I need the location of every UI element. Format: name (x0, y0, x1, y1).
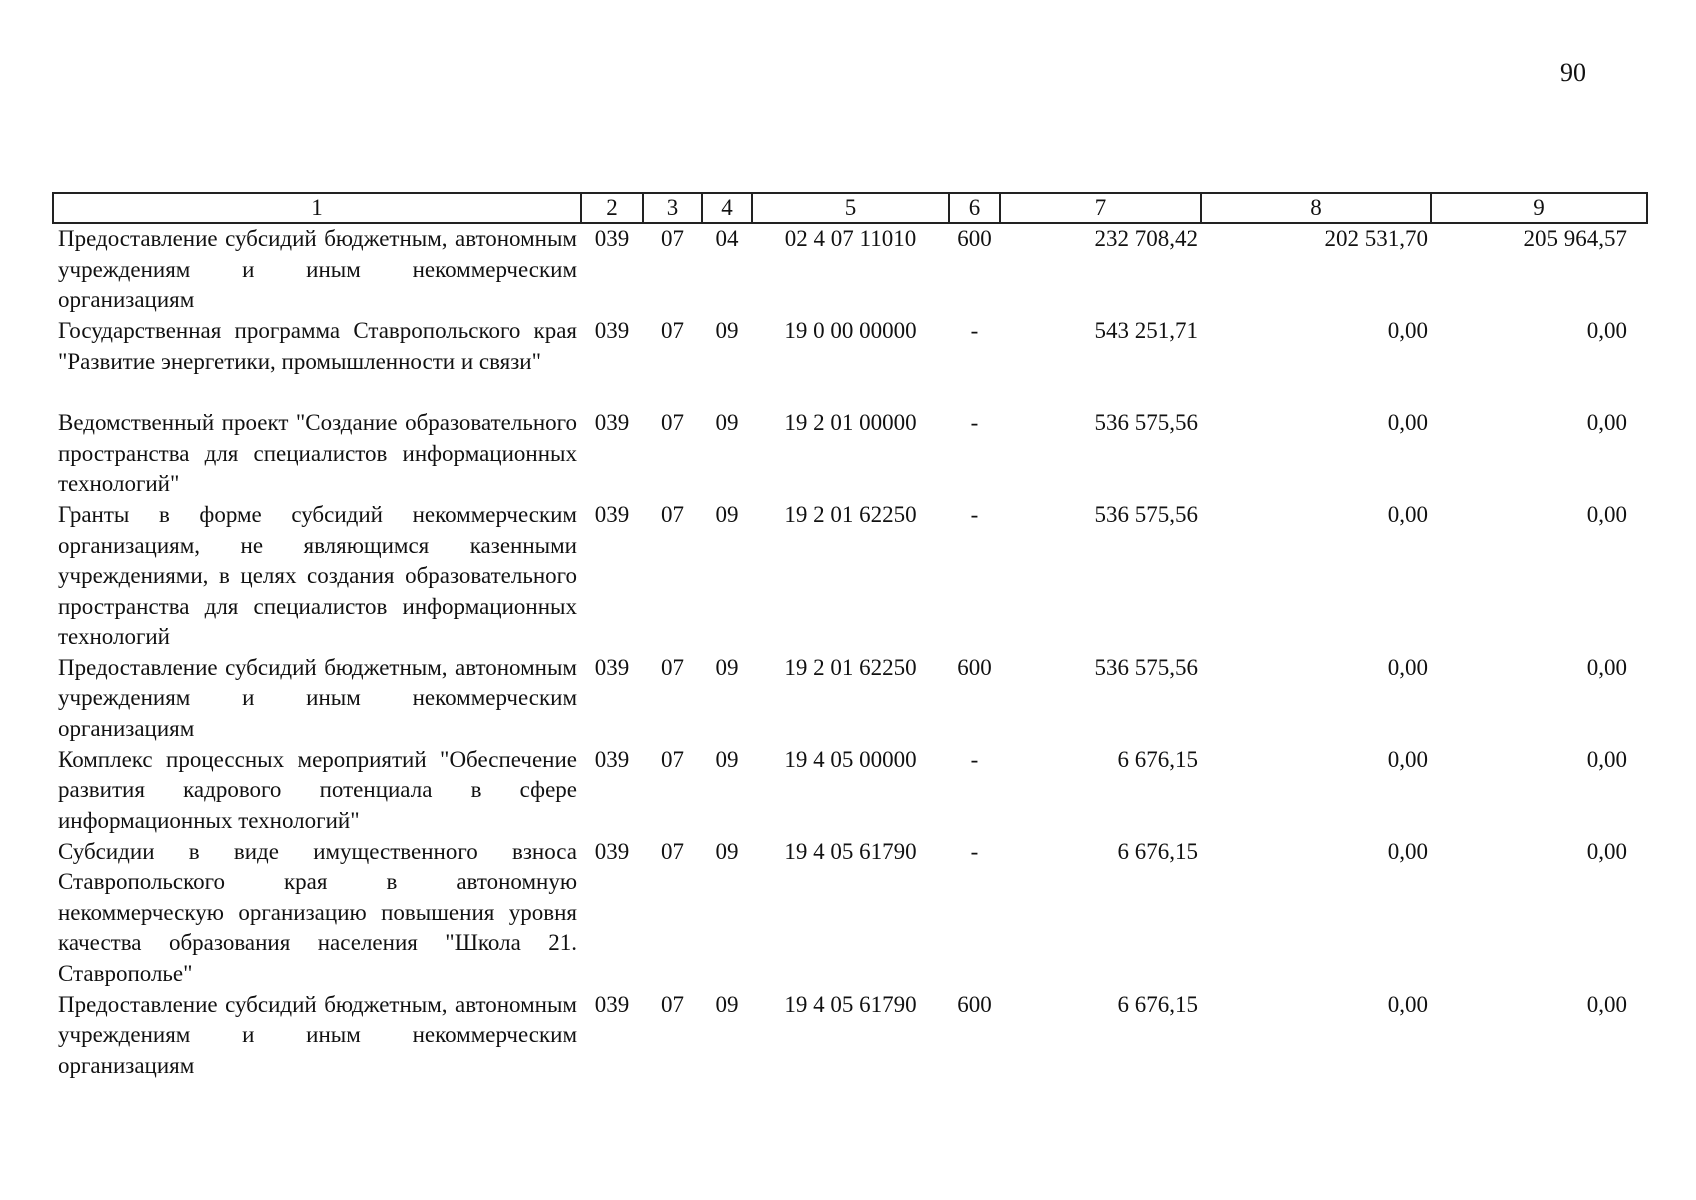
row-name: Государственная программа Ставропольского края "Развитие энергетики, промышленности и связи" (58, 318, 577, 374)
row-subsection: 09 (715, 502, 739, 527)
row-section: 07 (661, 410, 684, 435)
row-grbs: 039 (594, 838, 630, 864)
row-sum-1: 536 575,56 (1094, 410, 1198, 435)
row-target-article: 19 4 05 00000 (784, 746, 917, 772)
column-header-1: 1 (53, 193, 581, 223)
row-sum-3: 0,00 (1586, 318, 1627, 343)
row-sum-2: 0,00 (1387, 838, 1428, 864)
row-name: Комплекс процессных мероприятий "Обеспечение развития кадрового потенциала в сфере информационных технологий" (58, 746, 577, 833)
column-header-2: 2 (581, 193, 643, 223)
column-header-8: 8 (1201, 193, 1431, 223)
column-header-6: 6 (949, 193, 1000, 223)
row-section: 07 (661, 318, 684, 343)
row-sum-2: 202 531,70 (1324, 226, 1428, 251)
column-header-7: 7 (1000, 193, 1201, 223)
column-header-3: 3 (643, 193, 702, 223)
row-section: 07 (661, 746, 684, 772)
row-target-article: 19 2 01 62250 (784, 502, 917, 527)
row-grbs: 039 (594, 654, 630, 680)
row-grbs: 039 (594, 410, 630, 435)
row-expense-type: 600 (957, 654, 992, 680)
row-sum-2: 0,00 (1387, 746, 1428, 772)
row-expense-type: - (970, 502, 979, 527)
row-section: 07 (661, 654, 684, 680)
row-subsection: 09 (715, 318, 739, 343)
row-sum-3: 205 964,57 (1523, 226, 1627, 251)
row-sum-1: 6 676,15 (1117, 838, 1198, 864)
table-header-row (53, 193, 1647, 223)
row-sum-2: 0,00 (1387, 318, 1428, 343)
row-target-article: 19 0 00 00000 (784, 318, 917, 343)
row-sum-3: 0,00 (1586, 991, 1627, 1017)
row-sum-2: 0,00 (1387, 502, 1428, 527)
page-number: 90 (1560, 58, 1586, 87)
row-sum-3: 0,00 (1586, 838, 1627, 864)
row-expense-type: 600 (957, 226, 992, 251)
row-section: 07 (661, 838, 684, 864)
row-subsection: 09 (715, 410, 739, 435)
row-name: Предоставление субсидий бюджетным, автономным учреждениям и иным некоммерческим организациям (58, 654, 577, 741)
row-sum-3: 0,00 (1586, 654, 1627, 680)
table-row (53, 316, 1647, 408)
row-subsection: 09 (715, 746, 739, 772)
table-row (53, 408, 1647, 500)
row-subsection: 09 (715, 654, 739, 680)
row-sum-2: 0,00 (1387, 991, 1428, 1017)
row-section: 07 (661, 226, 684, 251)
table-row (53, 500, 1647, 653)
row-sum-1: 6 676,15 (1117, 746, 1198, 772)
row-sum-3: 0,00 (1586, 410, 1627, 435)
row-sum-1: 232 708,42 (1094, 226, 1198, 251)
row-sum-3: 0,00 (1586, 502, 1627, 527)
table-row (53, 837, 1647, 990)
row-expense-type: 600 (957, 991, 992, 1017)
row-sum-1: 6 676,15 (1117, 991, 1198, 1017)
row-subsection: 09 (715, 991, 739, 1017)
row-subsection: 04 (715, 226, 739, 251)
row-target-article: 19 2 01 62250 (784, 654, 917, 680)
row-target-article: 19 4 05 61790 (784, 838, 917, 864)
row-target-article: 19 4 05 61790 (784, 991, 917, 1017)
row-sum-1: 536 575,56 (1094, 654, 1198, 680)
row-grbs: 039 (594, 746, 630, 772)
row-sum-1: 536 575,56 (1094, 502, 1198, 527)
row-section: 07 (661, 991, 684, 1017)
row-name: Субсидии в виде имущественного взноса Ставропольского края в автономную некоммерческую организацию повышения уровня качества образования населения "Школа 21. Ставрополье" (58, 838, 577, 986)
column-header-9: 9 (1431, 193, 1647, 223)
row-expense-type: - (970, 838, 979, 864)
row-target-article: 02 4 07 11010 (784, 226, 917, 251)
row-grbs: 039 (594, 318, 630, 343)
row-sum-2: 0,00 (1387, 654, 1428, 680)
row-name: Ведомственный проект "Создание образовательного пространства для специалистов информационных технологий" (58, 410, 577, 496)
row-expense-type: - (970, 318, 979, 343)
column-header-4: 4 (702, 193, 752, 223)
row-section: 07 (661, 502, 684, 527)
column-header-5: 5 (752, 193, 949, 223)
row-expense-type: - (970, 410, 979, 435)
row-expense-type: - (970, 746, 979, 772)
row-name: Гранты в форме субсидий некоммерческим организациям, не являющимся казенными учреждениями, в целях создания образовательного пространства для специалистов информационных технологий (58, 502, 577, 649)
budget-table (52, 192, 1648, 1082)
row-grbs: 039 (594, 226, 630, 251)
row-grbs: 039 (594, 502, 630, 527)
table-row (53, 745, 1647, 837)
row-name: Предоставление субсидий бюджетным, автономным учреждениям и иным некоммерческим организациям (58, 226, 577, 312)
row-grbs: 039 (594, 991, 630, 1017)
row-subsection: 09 (715, 838, 739, 864)
row-target-article: 19 2 01 00000 (784, 410, 917, 435)
row-sum-2: 0,00 (1387, 410, 1428, 435)
row-sum-3: 0,00 (1586, 746, 1627, 772)
table-row (53, 223, 1647, 316)
row-sum-1: 543 251,71 (1094, 318, 1198, 343)
table-row (53, 990, 1647, 1082)
row-name: Предоставление субсидий бюджетным, автономным учреждениям и иным некоммерческим организациям (58, 991, 577, 1078)
table-row (53, 653, 1647, 745)
